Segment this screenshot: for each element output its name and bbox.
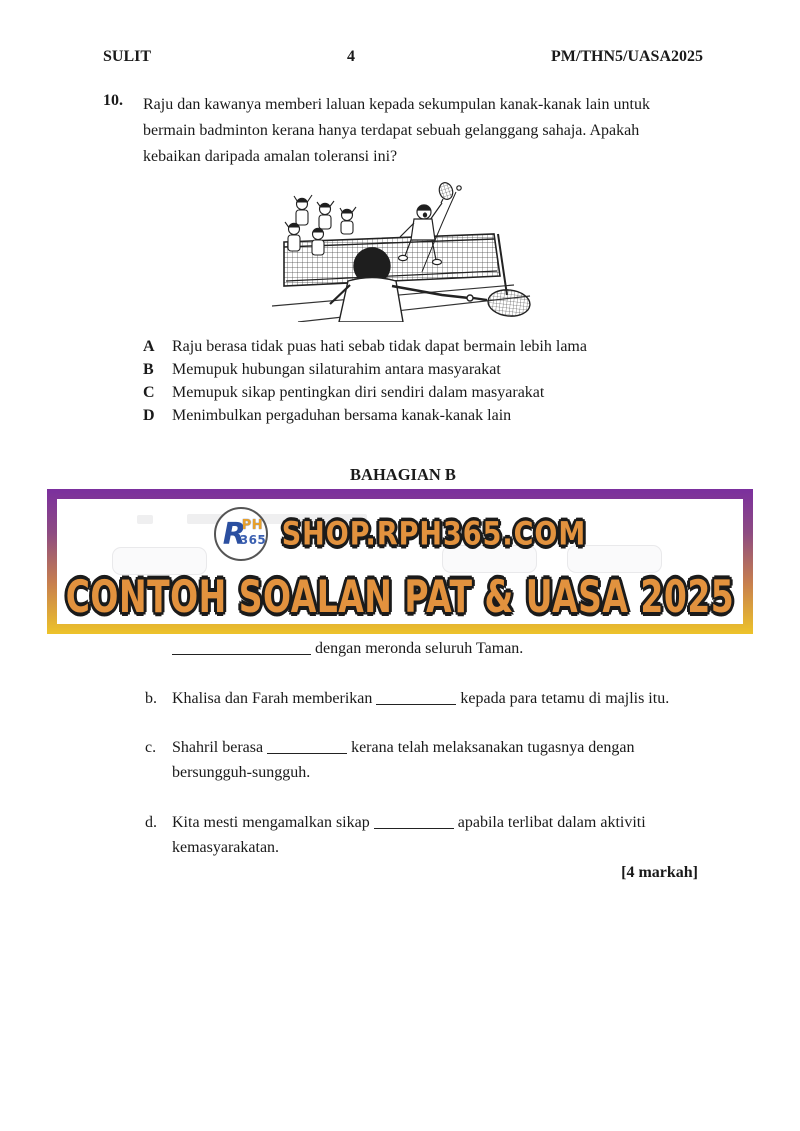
option-letter: B	[143, 361, 154, 378]
logo-365: 365	[239, 533, 267, 547]
option-d	[103, 404, 703, 427]
option-letter: D	[143, 407, 155, 424]
answer-blank	[376, 691, 456, 705]
question-post: apabila terlibat dalam aktiviti	[457, 814, 646, 831]
marks-footer: [4 markah]	[621, 864, 698, 881]
option-b	[103, 358, 703, 381]
question-letter: b.	[145, 690, 157, 707]
header-paper-code: PM/THN5/UASA2025	[551, 48, 703, 65]
shop-url: SHOP.RPH365.COM	[281, 515, 587, 553]
question-pre: Kita mesti mengamalkan sikap	[172, 814, 370, 831]
rph365-logo	[214, 507, 268, 561]
question-b	[103, 686, 703, 711]
question-text: Raju dan kawanya memberi laluan kepada sekumpulan kanak-kanak lain untuk bermain badminton kerana hanya terdapat sebuah gelanggang sahaja. Apakah kebaikan daripada amalan toleransi ini?	[143, 96, 650, 165]
question-pre: Shahril berasa	[172, 739, 264, 756]
question-letter: c.	[145, 739, 157, 756]
option-letter: A	[143, 338, 155, 355]
question-a-tail-text: dengan meronda seluruh Taman.	[315, 640, 524, 657]
header-sulit: SULIT	[103, 48, 152, 65]
promo-banner	[47, 489, 753, 634]
option-text: Memupuk hubungan silaturahim antara masyarakat	[172, 361, 501, 378]
question-d	[103, 810, 703, 860]
question-letter: d.	[145, 814, 157, 831]
question-pre: Khalisa dan Farah memberikan	[172, 690, 373, 707]
banner-headline: CONTOH SOALAN PAT & UASA 2025	[65, 570, 735, 623]
question-10	[103, 92, 703, 170]
question-c	[103, 735, 703, 785]
logo-r: R	[222, 517, 246, 552]
option-text: Memupuk sikap pentingkan diri sendiri dalam masyarakat	[172, 384, 545, 401]
question-a-tail	[172, 640, 523, 658]
question-post: kerana telah melaksanakan tugasnya dengan	[351, 739, 635, 756]
option-c	[103, 381, 703, 404]
header-page-number: 4	[347, 48, 356, 65]
option-a	[103, 335, 703, 358]
question-line2: bersungguh-sungguh.	[172, 764, 311, 781]
answer-blank	[172, 641, 311, 655]
page-header	[103, 0, 703, 66]
logo-ph: PH	[241, 518, 264, 533]
question-line2: kemasyarakatan.	[172, 839, 280, 856]
question-body	[172, 810, 700, 860]
option-text: Menimbulkan pergaduhan bersama kanak-kanak lain	[172, 407, 512, 424]
promo-banner-inner	[57, 499, 743, 624]
answer-options	[103, 335, 703, 427]
brand-row	[57, 505, 743, 563]
question-number: 10.	[103, 92, 123, 109]
question-post: kepada para tetamu di majlis itu.	[460, 690, 670, 707]
answer-blank	[374, 815, 454, 829]
question-body	[172, 735, 700, 785]
section-title: BAHAGIAN B	[350, 465, 456, 484]
question-body	[172, 686, 700, 711]
option-letter: C	[143, 384, 155, 401]
badminton-illustration	[103, 182, 703, 327]
option-text: Raju berasa tidak puas hati sebab tidak dapat bermain lebih lama	[172, 338, 587, 355]
answer-blank	[267, 740, 347, 754]
